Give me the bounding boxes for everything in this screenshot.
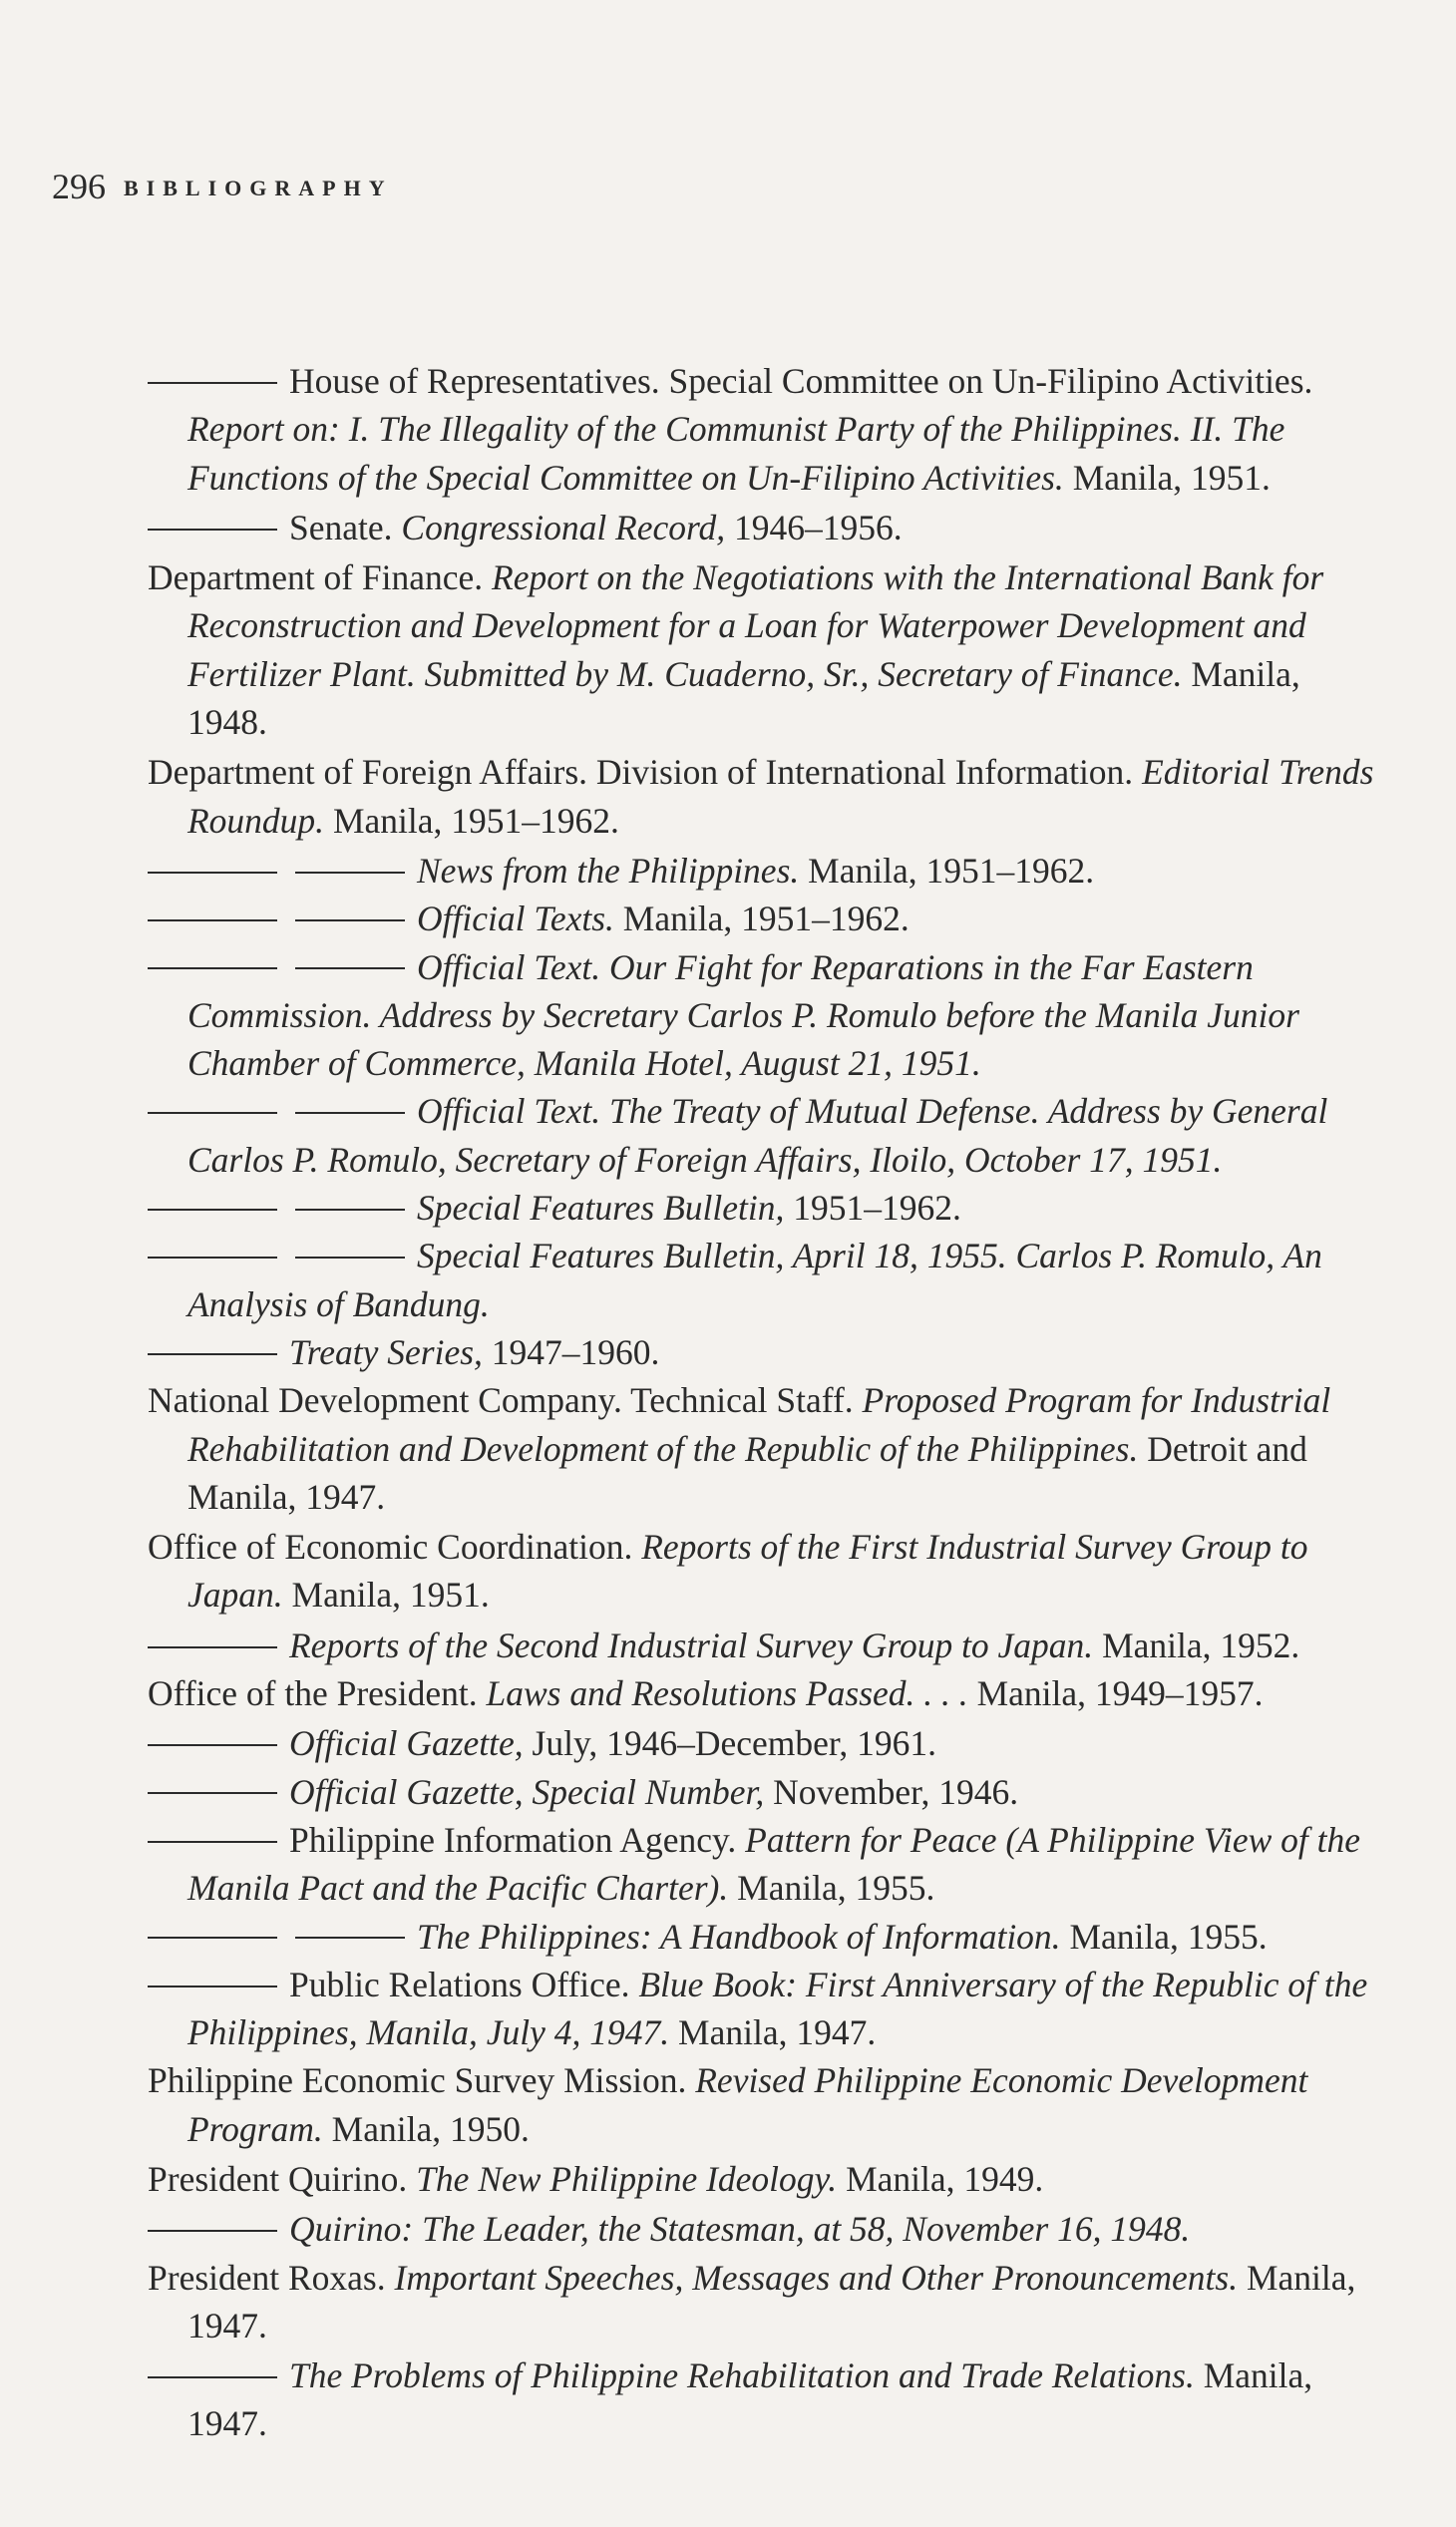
entry-author: Department of Finance. (148, 557, 484, 598)
entry-title: News from the Philippines. (417, 850, 800, 891)
bibliography-entry (148, 357, 1379, 502)
bibliography-list (148, 357, 1379, 2448)
entry-publication: 1947–1960. (491, 1331, 660, 1372)
bibliography-entry (148, 1669, 1379, 1717)
entry-publication: Manila, 1949. (846, 2158, 1044, 2199)
repeat-division-dash (295, 1209, 405, 1211)
repeat-author-dash (148, 2230, 277, 2232)
bibliography-entry (148, 1719, 1379, 1767)
bibliography-entry (148, 2205, 1379, 2253)
repeat-author-dash (148, 1937, 277, 1939)
bibliography-entry (148, 553, 1379, 746)
entry-title: Report on the Negotiations with the International Bank for Reconstruction and Development for a Loan for Waterpower Development and Fertilizer Plant. Submitted by M. Cuaderno, Sr., Secretary of Finance. (187, 557, 1324, 694)
entry-publication: Manila, 1947. (187, 2355, 1313, 2444)
entry-title: Official Gazette, (289, 1723, 524, 1764)
entry-author: President Roxas. (148, 2257, 386, 2298)
repeat-author-dash (148, 382, 277, 384)
repeat-author-dash (148, 872, 277, 874)
entry-author: Public Relations Office. (289, 1964, 630, 2004)
bibliography-entry (148, 1376, 1379, 1521)
bibliography-entry (148, 895, 1379, 942)
repeat-division-dash (295, 872, 405, 874)
entry-publication: Manila, 1950. (331, 2108, 530, 2149)
entry-publication: Manila, 1955. (737, 1868, 935, 1909)
entry-author: Office of Economic Coordination. (148, 1527, 633, 1568)
entry-title: Pattern for Peace (A Philippine View of the Manila Pact and the Pacific Charter). (187, 1819, 1360, 1909)
entry-author: Senate. (289, 507, 393, 547)
entry-title: The New Philippine Ideology. (416, 2158, 838, 2199)
entry-title: Quirino: The Leader, the Statesman, at 58, November 16, 1948. (289, 2209, 1191, 2250)
bibliography-entry (148, 2351, 1379, 2448)
entry-publication: Manila, 1951–1962. (332, 800, 619, 841)
repeat-author-dash (148, 967, 277, 969)
entry-publication: Manila, 1952. (1102, 1624, 1300, 1665)
entry-title: Important Speeches, Messages and Other Pronouncements. (394, 2257, 1239, 2298)
entry-title: Revised Philippine Economic Development Program. (187, 2060, 1308, 2149)
entry-publication: Manila, 1947. (187, 2257, 1356, 2346)
bibliography-entry (148, 847, 1379, 895)
repeat-author-dash (148, 919, 277, 921)
bibliography-entry (148, 1961, 1379, 2057)
repeat-author-dash (148, 1112, 277, 1114)
repeat-author-dash (148, 1986, 277, 1987)
entry-author: National Development Company. Technical Staff. (148, 1380, 854, 1421)
repeat-author-dash (148, 1209, 277, 1211)
entry-title: Official Gazette, Special Number, (289, 1771, 765, 1812)
running-head (52, 165, 393, 213)
bibliography-entry (148, 1087, 1379, 1184)
bibliography-entry (148, 504, 1379, 551)
bibliography-entry (148, 1913, 1379, 1961)
repeat-division-dash (295, 1937, 405, 1939)
repeat-division-dash (295, 967, 405, 969)
entry-title: The Philippines: A Handbook of Information. (417, 1916, 1061, 1957)
entry-title: Official Texts. (417, 899, 614, 939)
repeat-author-dash (148, 1257, 277, 1259)
entry-title: Report on: I. The Illegality of the Communist Party of the Philippines. II. The Functions of the Special Committee on Un-Filipino Activities. (187, 409, 1285, 498)
entry-author: Office of the President. (148, 1673, 478, 1714)
entry-author: Philippine Economic Survey Mission. (148, 2060, 687, 2101)
bibliography-entry (148, 943, 1379, 1088)
page-number: 296 (52, 167, 106, 206)
entry-author: Department of Foreign Affairs. Division of International Information. (148, 752, 1134, 793)
bibliography-entry (148, 1523, 1379, 1620)
entry-title: Official Text. Our Fight for Reparations in the Far Eastern Commission. Address by Secretary Carlos P. Romulo before the Manila Junior Chamber of Commerce, Manila Hotel, August 21, 1951. (187, 946, 1299, 1084)
repeat-division-dash (295, 1257, 405, 1259)
repeat-author-dash (148, 1841, 277, 1843)
bibliography-entry (148, 748, 1379, 845)
section-title: BIBLIOGRAPHY (124, 176, 393, 200)
entry-title: Treaty Series, (289, 1331, 483, 1372)
entry-publication: Manila, 1951. (1072, 457, 1271, 498)
entry-publication: Manila, 1951. (291, 1575, 490, 1616)
repeat-author-dash (148, 1646, 277, 1648)
entry-publication: Manila, 1951–1962. (622, 899, 910, 939)
entry-author: Philippine Information Agency. (289, 1819, 737, 1860)
repeat-division-dash (295, 1112, 405, 1114)
entry-title: Official Text. The Treaty of Mutual Defense. Address by General Carlos P. Romulo, Secretary of Foreign Affairs, Iloilo, October 17, 1951. (187, 1091, 1328, 1180)
entry-publication: 1946–1956. (734, 507, 903, 547)
entry-publication: 1951–1962. (793, 1188, 961, 1229)
entry-title: Special Features Bulletin, April 18, 1955. Carlos P. Romulo, An Analysis of Bandung. (187, 1236, 1322, 1324)
bibliography-entry (148, 1622, 1379, 1669)
entry-publication: Detroit and Manila, 1947. (187, 1428, 1307, 1517)
entry-author: President Quirino. (148, 2158, 408, 2199)
bibliography-entry (148, 1768, 1379, 1816)
repeat-author-dash (148, 529, 277, 531)
entry-title: Blue Book: First Anniversary of the Republic of the Philippines, Manila, July 4, 1947. (187, 1964, 1368, 2053)
entry-publication: July, 1946–December, 1961. (532, 1723, 936, 1764)
entry-title: Editorial Trends Roundup. (187, 752, 1374, 841)
bibliography-entry (148, 2155, 1379, 2203)
entry-publication: November, 1946. (773, 1771, 1019, 1812)
repeat-author-dash (148, 1353, 277, 1355)
entry-title: Reports of the First Industrial Survey Group to Japan. (187, 1527, 1308, 1616)
entry-title: Reports of the Second Industrial Survey Group to Japan. (289, 1624, 1094, 1665)
bibliography-entry (148, 1232, 1379, 1328)
entry-title: The Problems of Philippine Rehabilitation and Trade Relations. (289, 2355, 1195, 2396)
bibliography-entry (148, 1816, 1379, 1913)
repeat-author-dash (148, 1792, 277, 1794)
entry-publication: Manila, 1949–1957. (976, 1673, 1264, 1714)
entry-publication: Manila, 1948. (187, 653, 1300, 743)
entry-author: House of Representatives. Special Committee on Un-Filipino Activities. (289, 361, 1313, 401)
repeat-division-dash (295, 919, 405, 921)
repeat-author-dash (148, 1744, 277, 1746)
entry-publication: Manila, 1947. (678, 2012, 877, 2053)
entry-title: Laws and Resolutions Passed. . . . (486, 1673, 968, 1714)
repeat-author-dash (148, 2376, 277, 2378)
bibliography-entry (148, 1184, 1379, 1232)
bibliography-entry (148, 1328, 1379, 1376)
bibliography-entry (148, 2254, 1379, 2350)
entry-title: Special Features Bulletin, (417, 1188, 785, 1229)
entry-publication: Manila, 1955. (1069, 1916, 1268, 1957)
entry-title: Proposed Program for Industrial Rehabilitation and Development of the Republic of the Philippines. (187, 1380, 1331, 1469)
entry-publication: Manila, 1951–1962. (808, 850, 1095, 891)
bibliography-entry (148, 2056, 1379, 2153)
entry-title: Congressional Record, (401, 507, 726, 547)
